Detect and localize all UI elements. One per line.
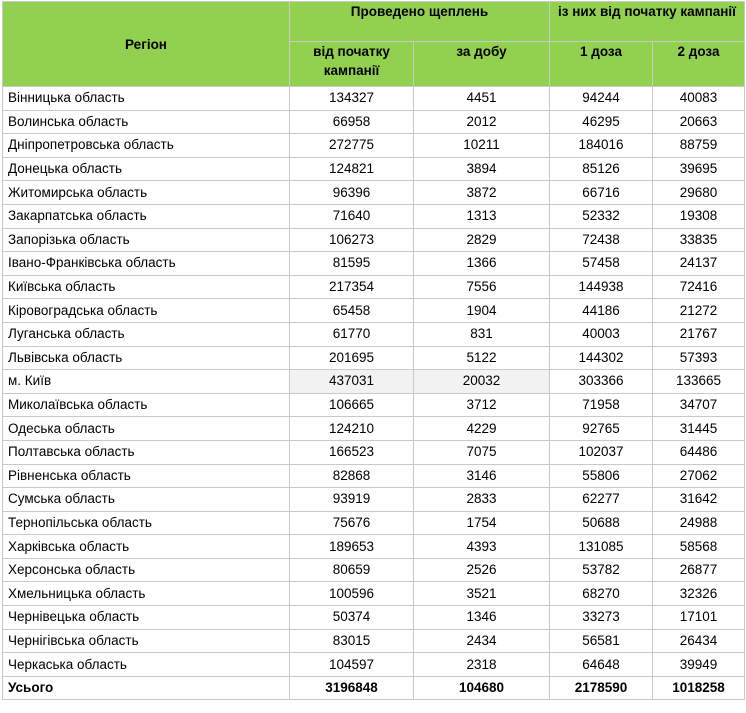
total-dose1-cell: 2178590 [550, 676, 653, 700]
dose2-cell: 88759 [653, 134, 745, 158]
dose1-cell: 57458 [550, 252, 653, 276]
table-row [3, 511, 745, 535]
dose2-cell: 133665 [653, 370, 745, 394]
dose1-cell: 72438 [550, 228, 653, 252]
since-start-cell: 66958 [290, 110, 414, 134]
table-row [3, 157, 745, 181]
dose2-cell: 57393 [653, 346, 745, 370]
region-name-cell: Закарпатська область [3, 204, 290, 228]
dose1-cell: 62277 [550, 488, 653, 512]
table-row [3, 464, 745, 488]
since-start-cell: 124821 [290, 157, 414, 181]
per-day-cell: 10211 [414, 134, 550, 158]
table-row [3, 370, 745, 394]
since-start-cell: 96396 [290, 181, 414, 205]
dose2-cell: 39695 [653, 157, 745, 181]
per-day-cell: 2318 [414, 653, 550, 677]
region-name-cell: Одеська область [3, 417, 290, 441]
table-row [3, 228, 745, 252]
dose2-cell: 72416 [653, 275, 745, 299]
dose2-cell: 26877 [653, 558, 745, 582]
per-day-cell: 3872 [414, 181, 550, 205]
table-row [3, 204, 745, 228]
per-day-cell: 1313 [414, 204, 550, 228]
region-name-cell: м. Київ [3, 370, 290, 394]
header-dose1: 1 доза [550, 42, 653, 87]
region-name-cell: Черкаська область [3, 653, 290, 677]
since-start-cell: 134327 [290, 87, 414, 111]
total-dose2-cell: 1018258 [653, 676, 745, 700]
dose1-cell: 52332 [550, 204, 653, 228]
dose2-cell: 20663 [653, 110, 745, 134]
since-start-cell: 124210 [290, 417, 414, 441]
table-row [3, 346, 745, 370]
per-day-cell: 1366 [414, 252, 550, 276]
per-day-cell: 2833 [414, 488, 550, 512]
dose1-cell: 50688 [550, 511, 653, 535]
per-day-cell: 4451 [414, 87, 550, 111]
dose2-cell: 21767 [653, 322, 745, 346]
region-name-cell: Рівненська область [3, 464, 290, 488]
dose1-cell: 102037 [550, 440, 653, 464]
dose1-cell: 144302 [550, 346, 653, 370]
region-name-cell: Миколаївська область [3, 393, 290, 417]
dose1-cell: 33273 [550, 606, 653, 630]
table-row [3, 87, 745, 111]
table-row [3, 181, 745, 205]
since-start-cell: 106665 [290, 393, 414, 417]
table-row [3, 393, 745, 417]
per-day-cell: 3712 [414, 393, 550, 417]
dose1-cell: 44186 [550, 299, 653, 323]
dose2-cell: 26434 [653, 629, 745, 653]
since-start-cell: 83015 [290, 629, 414, 653]
table-row [3, 110, 745, 134]
per-day-cell: 3146 [414, 464, 550, 488]
dose1-cell: 56581 [550, 629, 653, 653]
per-day-cell: 1754 [414, 511, 550, 535]
region-name-cell: Запорізька область [3, 228, 290, 252]
dose1-cell: 68270 [550, 582, 653, 606]
since-start-cell: 189653 [290, 535, 414, 559]
dose2-cell: 31642 [653, 488, 745, 512]
since-start-cell: 50374 [290, 606, 414, 630]
since-start-cell: 61770 [290, 322, 414, 346]
header-per-day: за добу [414, 42, 550, 87]
table-row [3, 582, 745, 606]
header-dose2: 2 доза [653, 42, 745, 87]
region-name-cell: Івано-Франківська область [3, 252, 290, 276]
since-start-cell: 106273 [290, 228, 414, 252]
dose1-cell: 71958 [550, 393, 653, 417]
region-name-cell: Сумська область [3, 488, 290, 512]
total-since-start-cell: 3196848 [290, 676, 414, 700]
dose1-cell: 144938 [550, 275, 653, 299]
since-start-cell: 81595 [290, 252, 414, 276]
region-name-cell: Волинська область [3, 110, 290, 134]
total-per-day-cell: 104680 [414, 676, 550, 700]
since-start-cell: 201695 [290, 346, 414, 370]
dose1-cell: 184016 [550, 134, 653, 158]
table-row [3, 417, 745, 441]
dose2-cell: 17101 [653, 606, 745, 630]
region-name-cell: Вінницька область [3, 87, 290, 111]
dose2-cell: 29680 [653, 181, 745, 205]
table-row [3, 488, 745, 512]
per-day-cell: 1346 [414, 606, 550, 630]
table-body [3, 87, 745, 700]
header-vaccinations: Проведено щеплень [290, 2, 550, 42]
since-start-cell: 104597 [290, 653, 414, 677]
per-day-cell: 831 [414, 322, 550, 346]
dose1-cell: 92765 [550, 417, 653, 441]
since-start-cell: 93919 [290, 488, 414, 512]
region-name-cell: Хмельницька область [3, 582, 290, 606]
region-name-cell: Київська область [3, 275, 290, 299]
total-label-cell: Усього [3, 676, 290, 700]
table-row [3, 535, 745, 559]
per-day-cell: 1904 [414, 299, 550, 323]
per-day-cell: 4229 [414, 417, 550, 441]
vaccination-table [2, 1, 745, 700]
dose2-cell: 58568 [653, 535, 745, 559]
dose1-cell: 64648 [550, 653, 653, 677]
dose1-cell: 94244 [550, 87, 653, 111]
region-name-cell: Львівська область [3, 346, 290, 370]
per-day-cell: 2434 [414, 629, 550, 653]
region-name-cell: Полтавська область [3, 440, 290, 464]
dose2-cell: 32326 [653, 582, 745, 606]
since-start-cell: 100596 [290, 582, 414, 606]
region-name-cell: Кіровоградська область [3, 299, 290, 323]
region-name-cell: Чернігівська область [3, 629, 290, 653]
table-row [3, 322, 745, 346]
dose1-cell: 40003 [550, 322, 653, 346]
per-day-cell: 3521 [414, 582, 550, 606]
dose2-cell: 64486 [653, 440, 745, 464]
header-since-start: від початку кампанії [290, 42, 414, 87]
region-name-cell: Тернопільська область [3, 511, 290, 535]
since-start-cell: 166523 [290, 440, 414, 464]
region-name-cell: Чернівецька область [3, 606, 290, 630]
dose1-cell: 303366 [550, 370, 653, 394]
per-day-cell: 20032 [414, 370, 550, 394]
per-day-cell: 3894 [414, 157, 550, 181]
table-row [3, 606, 745, 630]
since-start-cell: 437031 [290, 370, 414, 394]
per-day-cell: 2526 [414, 558, 550, 582]
dose1-cell: 131085 [550, 535, 653, 559]
dose2-cell: 39949 [653, 653, 745, 677]
per-day-cell: 4393 [414, 535, 550, 559]
dose2-cell: 33835 [653, 228, 745, 252]
table-row [3, 275, 745, 299]
dose2-cell: 21272 [653, 299, 745, 323]
dose2-cell: 24988 [653, 511, 745, 535]
per-day-cell: 2012 [414, 110, 550, 134]
table-row [3, 558, 745, 582]
since-start-cell: 82868 [290, 464, 414, 488]
dose1-cell: 66716 [550, 181, 653, 205]
since-start-cell: 272775 [290, 134, 414, 158]
dose2-cell: 31445 [653, 417, 745, 441]
header-of-which: із них від початку кампанії [550, 2, 745, 42]
since-start-cell: 65458 [290, 299, 414, 323]
dose1-cell: 46295 [550, 110, 653, 134]
dose2-cell: 34707 [653, 393, 745, 417]
since-start-cell: 217354 [290, 275, 414, 299]
dose2-cell: 19308 [653, 204, 745, 228]
region-name-cell: Херсонська область [3, 558, 290, 582]
dose1-cell: 55806 [550, 464, 653, 488]
dose2-cell: 27062 [653, 464, 745, 488]
region-name-cell: Житомирська область [3, 181, 290, 205]
since-start-cell: 75676 [290, 511, 414, 535]
region-name-cell: Луганська область [3, 322, 290, 346]
since-start-cell: 80659 [290, 558, 414, 582]
table-row [3, 299, 745, 323]
table-row [3, 252, 745, 276]
dose1-cell: 53782 [550, 558, 653, 582]
region-name-cell: Харківська область [3, 535, 290, 559]
table-row [3, 134, 745, 158]
dose2-cell: 40083 [653, 87, 745, 111]
per-day-cell: 7556 [414, 275, 550, 299]
total-row [3, 676, 745, 700]
header-region: Регіон [3, 2, 290, 87]
per-day-cell: 2829 [414, 228, 550, 252]
region-name-cell: Донецька область [3, 157, 290, 181]
region-name-cell: Дніпропетровська область [3, 134, 290, 158]
table-row [3, 653, 745, 677]
dose2-cell: 24137 [653, 252, 745, 276]
per-day-cell: 5122 [414, 346, 550, 370]
dose1-cell: 85126 [550, 157, 653, 181]
table-row [3, 440, 745, 464]
table-row [3, 629, 745, 653]
since-start-cell: 71640 [290, 204, 414, 228]
per-day-cell: 7075 [414, 440, 550, 464]
